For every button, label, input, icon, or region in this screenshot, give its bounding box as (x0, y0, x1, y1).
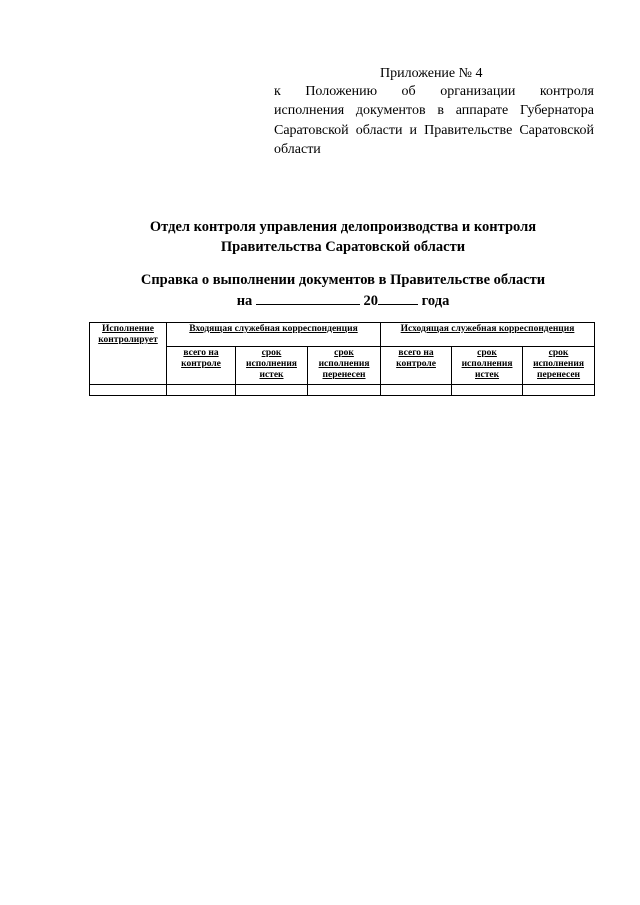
appendix-line-3: Саратовской области и Правительстве Саратовской (274, 122, 594, 138)
report-date-line (0, 291, 640, 312)
table-cell[interactable] (236, 385, 308, 396)
appendix-line-1: к Положению об организации контроля (274, 84, 594, 99)
outgoing-expired-header: срок исполнения истек (452, 347, 523, 385)
table-cell[interactable] (167, 385, 236, 396)
department-line-1: Отдел контроля управления делопроизводства и контроля (149, 219, 537, 235)
year-blank-field[interactable] (378, 291, 418, 305)
outgoing-postponed-header: срок исполнения перенесен (523, 347, 595, 385)
report-title: Справка о выполнении документов в Правительстве области (140, 272, 546, 288)
table-cell[interactable] (381, 385, 452, 396)
table-cell[interactable] (523, 385, 595, 396)
date-suffix: года (421, 292, 450, 309)
table-header-row (90, 323, 595, 347)
appendix-line-4: области (274, 141, 321, 157)
table-cell[interactable] (452, 385, 523, 396)
table-row (90, 385, 595, 396)
table-cell[interactable] (308, 385, 381, 396)
department-heading (0, 218, 640, 257)
appendix-line-2: исполнения документов в аппарате Губернатора (274, 103, 594, 119)
header-incoming: Входящая служебная корреспонденция (167, 323, 381, 347)
date-blank-field[interactable] (256, 291, 360, 305)
date-prefix: на (236, 292, 253, 309)
report-heading (0, 271, 640, 311)
incoming-total-header: всего на контроле (167, 347, 236, 385)
outgoing-total-header: всего на контроле (381, 347, 452, 385)
header-outgoing: Исходящая служебная корреспонденция (381, 323, 595, 347)
report-table (89, 322, 595, 396)
table-cell[interactable] (90, 385, 167, 396)
department-line-2: Правительства Саратовской области (220, 238, 466, 255)
appendix-title: Приложение № 4 (380, 66, 483, 81)
date-year-prefix: 20 (363, 292, 379, 309)
incoming-postponed-header: срок исполнения перенесен (308, 347, 381, 385)
header-controller: Исполнение контролирует (90, 323, 167, 385)
appendix-reference (274, 82, 594, 159)
incoming-expired-header: срок исполнения истек (236, 347, 308, 385)
